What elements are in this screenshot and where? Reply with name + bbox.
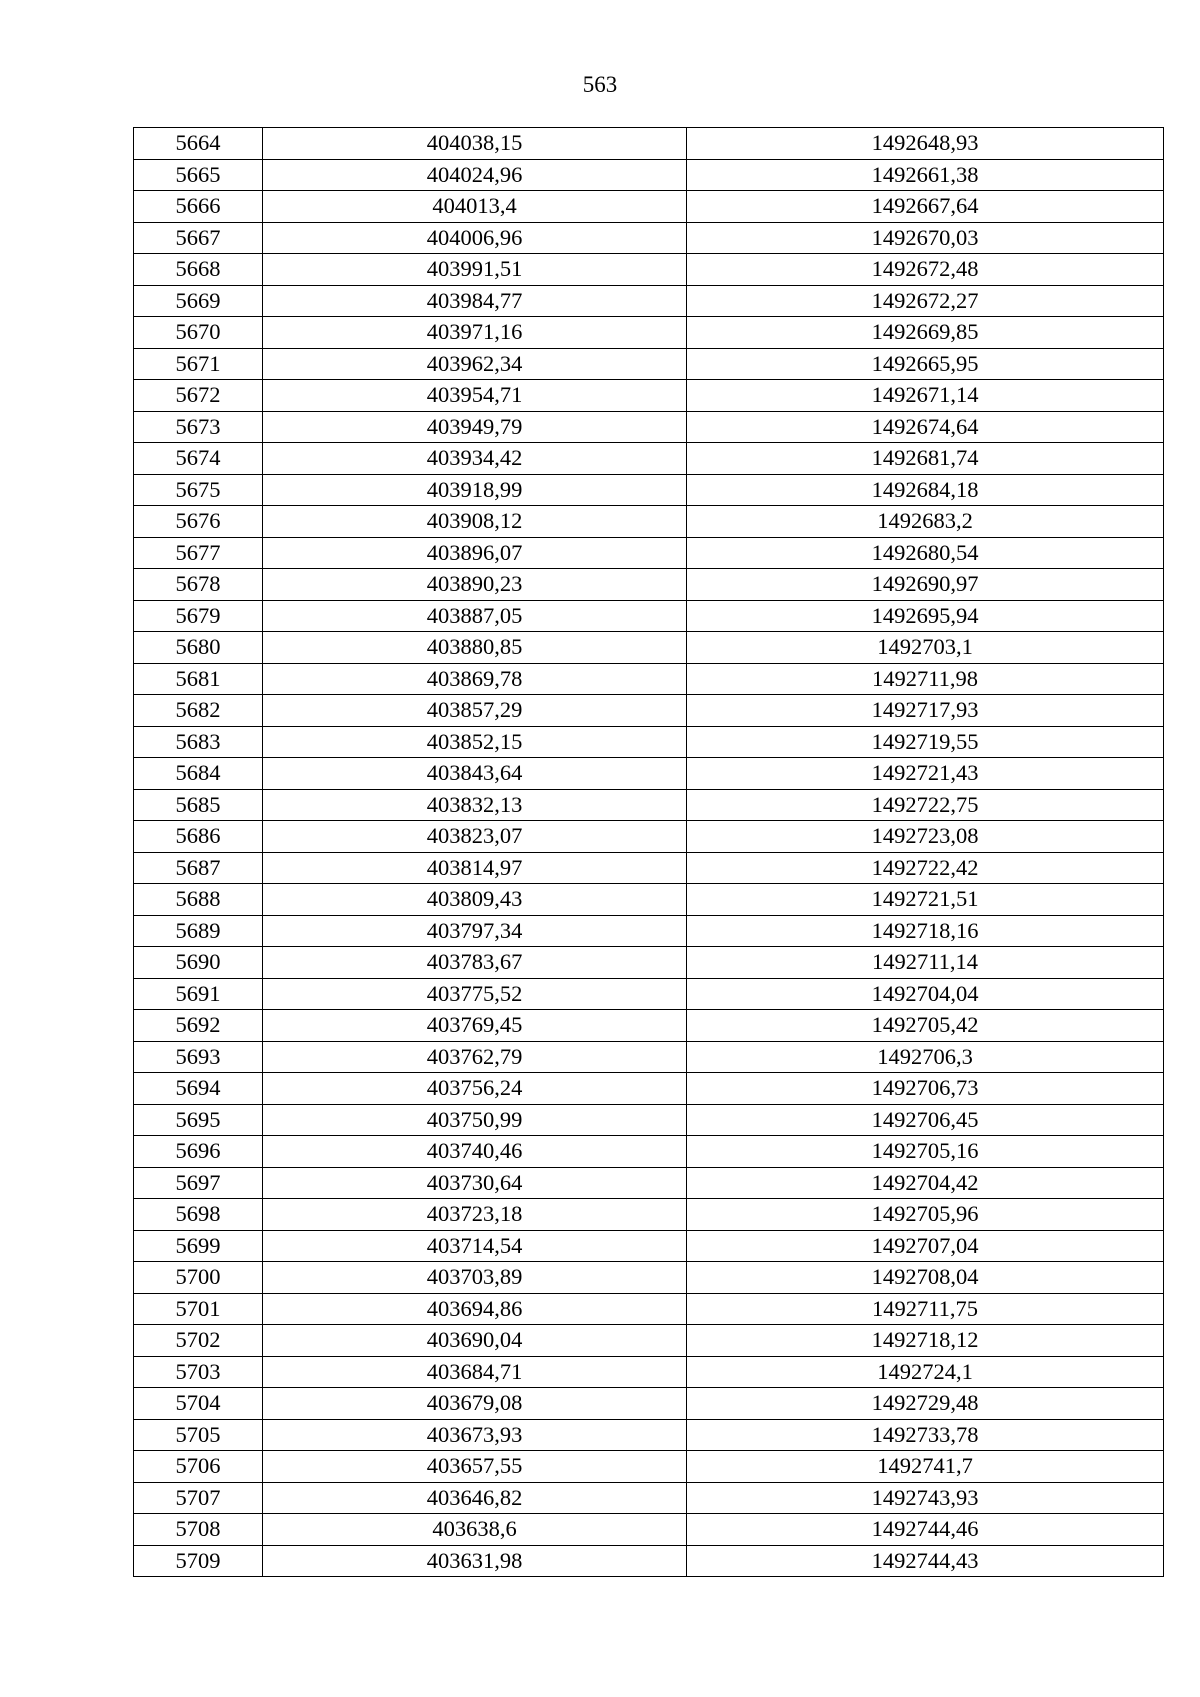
x-coordinate-cell: 403638,6 (263, 1514, 687, 1546)
table-row (134, 537, 1164, 569)
x-coordinate-cell: 403896,07 (263, 537, 687, 569)
y-coordinate-cell: 1492661,38 (687, 159, 1164, 191)
x-coordinate-cell: 404006,96 (263, 222, 687, 254)
table-row (134, 1419, 1164, 1451)
y-coordinate-cell: 1492719,55 (687, 726, 1164, 758)
point-number-cell: 5687 (134, 852, 263, 884)
point-number-cell: 5696 (134, 1136, 263, 1168)
table-row (134, 569, 1164, 601)
table-row (134, 443, 1164, 475)
y-coordinate-cell: 1492704,04 (687, 978, 1164, 1010)
y-coordinate-cell: 1492672,48 (687, 254, 1164, 286)
x-coordinate-cell: 403703,89 (263, 1262, 687, 1294)
x-coordinate-cell: 403814,97 (263, 852, 687, 884)
point-number-cell: 5707 (134, 1482, 263, 1514)
x-coordinate-cell: 403887,05 (263, 600, 687, 632)
table-row (134, 1104, 1164, 1136)
table-row (134, 789, 1164, 821)
point-number-cell: 5671 (134, 348, 263, 380)
x-coordinate-cell: 403762,79 (263, 1041, 687, 1073)
point-number-cell: 5689 (134, 915, 263, 947)
point-number-cell: 5668 (134, 254, 263, 286)
x-coordinate-cell: 403783,67 (263, 947, 687, 979)
x-coordinate-cell: 403880,85 (263, 632, 687, 664)
x-coordinate-cell: 403690,04 (263, 1325, 687, 1357)
point-number-cell: 5706 (134, 1451, 263, 1483)
y-coordinate-cell: 1492705,42 (687, 1010, 1164, 1042)
y-coordinate-cell: 1492744,43 (687, 1545, 1164, 1577)
x-coordinate-cell: 403809,43 (263, 884, 687, 916)
table-row (134, 348, 1164, 380)
point-number-cell: 5677 (134, 537, 263, 569)
y-coordinate-cell: 1492681,74 (687, 443, 1164, 475)
x-coordinate-cell: 403723,18 (263, 1199, 687, 1231)
y-coordinate-cell: 1492708,04 (687, 1262, 1164, 1294)
point-number-cell: 5688 (134, 884, 263, 916)
x-coordinate-cell: 404024,96 (263, 159, 687, 191)
point-number-cell: 5684 (134, 758, 263, 790)
y-coordinate-cell: 1492684,18 (687, 474, 1164, 506)
table-row (134, 1073, 1164, 1105)
y-coordinate-cell: 1492674,64 (687, 411, 1164, 443)
point-number-cell: 5697 (134, 1167, 263, 1199)
point-number-cell: 5698 (134, 1199, 263, 1231)
table-row (134, 1451, 1164, 1483)
point-number-cell: 5682 (134, 695, 263, 727)
y-coordinate-cell: 1492704,42 (687, 1167, 1164, 1199)
y-coordinate-cell: 1492741,7 (687, 1451, 1164, 1483)
point-number-cell: 5664 (134, 128, 263, 160)
y-coordinate-cell: 1492723,08 (687, 821, 1164, 853)
table-row (134, 1482, 1164, 1514)
point-number-cell: 5702 (134, 1325, 263, 1357)
table-row (134, 474, 1164, 506)
x-coordinate-cell: 403934,42 (263, 443, 687, 475)
point-number-cell: 5673 (134, 411, 263, 443)
table-row (134, 411, 1164, 443)
point-number-cell: 5678 (134, 569, 263, 601)
x-coordinate-cell: 403869,78 (263, 663, 687, 695)
table-row (134, 884, 1164, 916)
point-number-cell: 5692 (134, 1010, 263, 1042)
point-number-cell: 5693 (134, 1041, 263, 1073)
x-coordinate-cell: 403631,98 (263, 1545, 687, 1577)
page-number: 563 (582, 72, 618, 97)
table-row (134, 1388, 1164, 1420)
point-number-cell: 5709 (134, 1545, 263, 1577)
y-coordinate-cell: 1492722,42 (687, 852, 1164, 884)
x-coordinate-cell: 403852,15 (263, 726, 687, 758)
point-number-cell: 5690 (134, 947, 263, 979)
y-coordinate-cell: 1492670,03 (687, 222, 1164, 254)
x-coordinate-cell: 403890,23 (263, 569, 687, 601)
point-number-cell: 5703 (134, 1356, 263, 1388)
x-coordinate-cell: 403823,07 (263, 821, 687, 853)
x-coordinate-cell: 403714,54 (263, 1230, 687, 1262)
table-row (134, 1167, 1164, 1199)
table-row (134, 947, 1164, 979)
point-number-cell: 5666 (134, 191, 263, 223)
x-coordinate-cell: 403991,51 (263, 254, 687, 286)
point-number-cell: 5665 (134, 159, 263, 191)
table-row (134, 758, 1164, 790)
y-coordinate-cell: 1492695,94 (687, 600, 1164, 632)
y-coordinate-cell: 1492711,14 (687, 947, 1164, 979)
y-coordinate-cell: 1492680,54 (687, 537, 1164, 569)
y-coordinate-cell: 1492690,97 (687, 569, 1164, 601)
x-coordinate-cell: 403954,71 (263, 380, 687, 412)
y-coordinate-cell: 1492669,85 (687, 317, 1164, 349)
point-number-cell: 5686 (134, 821, 263, 853)
table-row (134, 128, 1164, 160)
table-row (134, 1514, 1164, 1546)
point-number-cell: 5683 (134, 726, 263, 758)
x-coordinate-cell: 403832,13 (263, 789, 687, 821)
coordinates-table (133, 127, 1164, 1577)
table-row (134, 506, 1164, 538)
table-row (134, 978, 1164, 1010)
x-coordinate-cell: 403730,64 (263, 1167, 687, 1199)
table-row (134, 1293, 1164, 1325)
table-row (134, 632, 1164, 664)
point-number-cell: 5701 (134, 1293, 263, 1325)
y-coordinate-cell: 1492665,95 (687, 348, 1164, 380)
y-coordinate-cell: 1492711,75 (687, 1293, 1164, 1325)
point-number-cell: 5669 (134, 285, 263, 317)
table-row (134, 852, 1164, 884)
table-row (134, 285, 1164, 317)
x-coordinate-cell: 403740,46 (263, 1136, 687, 1168)
y-coordinate-cell: 1492717,93 (687, 695, 1164, 727)
x-coordinate-cell: 403684,71 (263, 1356, 687, 1388)
point-number-cell: 5672 (134, 380, 263, 412)
y-coordinate-cell: 1492707,04 (687, 1230, 1164, 1262)
table-row (134, 317, 1164, 349)
table-row (134, 254, 1164, 286)
x-coordinate-cell: 404038,15 (263, 128, 687, 160)
x-coordinate-cell: 404013,4 (263, 191, 687, 223)
coordinates-table-body (134, 128, 1164, 1577)
table-row (134, 695, 1164, 727)
y-coordinate-cell: 1492705,16 (687, 1136, 1164, 1168)
table-row (134, 1545, 1164, 1577)
y-coordinate-cell: 1492724,1 (687, 1356, 1164, 1388)
x-coordinate-cell: 403657,55 (263, 1451, 687, 1483)
table-row (134, 159, 1164, 191)
x-coordinate-cell: 403918,99 (263, 474, 687, 506)
x-coordinate-cell: 403797,34 (263, 915, 687, 947)
table-row (134, 380, 1164, 412)
x-coordinate-cell: 403679,08 (263, 1388, 687, 1420)
table-row (134, 1010, 1164, 1042)
y-coordinate-cell: 1492721,43 (687, 758, 1164, 790)
point-number-cell: 5670 (134, 317, 263, 349)
y-coordinate-cell: 1492705,96 (687, 1199, 1164, 1231)
point-number-cell: 5674 (134, 443, 263, 475)
point-number-cell: 5700 (134, 1262, 263, 1294)
x-coordinate-cell: 403750,99 (263, 1104, 687, 1136)
table-row (134, 1041, 1164, 1073)
table-row (134, 191, 1164, 223)
table-row (134, 1136, 1164, 1168)
table-row (134, 915, 1164, 947)
x-coordinate-cell: 403857,29 (263, 695, 687, 727)
point-number-cell: 5699 (134, 1230, 263, 1262)
point-number-cell: 5691 (134, 978, 263, 1010)
table-row (134, 1325, 1164, 1357)
table-row (134, 1199, 1164, 1231)
x-coordinate-cell: 403843,64 (263, 758, 687, 790)
table-row (134, 1356, 1164, 1388)
y-coordinate-cell: 1492706,3 (687, 1041, 1164, 1073)
y-coordinate-cell: 1492733,78 (687, 1419, 1164, 1451)
y-coordinate-cell: 1492672,27 (687, 285, 1164, 317)
point-number-cell: 5705 (134, 1419, 263, 1451)
x-coordinate-cell: 403694,86 (263, 1293, 687, 1325)
y-coordinate-cell: 1492706,73 (687, 1073, 1164, 1105)
y-coordinate-cell: 1492683,2 (687, 506, 1164, 538)
y-coordinate-cell: 1492744,46 (687, 1514, 1164, 1546)
x-coordinate-cell: 403908,12 (263, 506, 687, 538)
y-coordinate-cell: 1492743,93 (687, 1482, 1164, 1514)
point-number-cell: 5675 (134, 474, 263, 506)
y-coordinate-cell: 1492706,45 (687, 1104, 1164, 1136)
y-coordinate-cell: 1492729,48 (687, 1388, 1164, 1420)
y-coordinate-cell: 1492667,64 (687, 191, 1164, 223)
y-coordinate-cell: 1492718,16 (687, 915, 1164, 947)
table-row (134, 663, 1164, 695)
y-coordinate-cell: 1492721,51 (687, 884, 1164, 916)
x-coordinate-cell: 403756,24 (263, 1073, 687, 1105)
x-coordinate-cell: 403769,45 (263, 1010, 687, 1042)
table-row (134, 821, 1164, 853)
y-coordinate-cell: 1492722,75 (687, 789, 1164, 821)
y-coordinate-cell: 1492711,98 (687, 663, 1164, 695)
x-coordinate-cell: 403971,16 (263, 317, 687, 349)
point-number-cell: 5694 (134, 1073, 263, 1105)
y-coordinate-cell: 1492703,1 (687, 632, 1164, 664)
point-number-cell: 5679 (134, 600, 263, 632)
x-coordinate-cell: 403673,93 (263, 1419, 687, 1451)
table-row (134, 222, 1164, 254)
point-number-cell: 5704 (134, 1388, 263, 1420)
x-coordinate-cell: 403949,79 (263, 411, 687, 443)
y-coordinate-cell: 1492671,14 (687, 380, 1164, 412)
x-coordinate-cell: 403962,34 (263, 348, 687, 380)
y-coordinate-cell: 1492648,93 (687, 128, 1164, 160)
point-number-cell: 5681 (134, 663, 263, 695)
table-row (134, 1230, 1164, 1262)
table-row (134, 600, 1164, 632)
point-number-cell: 5680 (134, 632, 263, 664)
x-coordinate-cell: 403646,82 (263, 1482, 687, 1514)
point-number-cell: 5685 (134, 789, 263, 821)
point-number-cell: 5667 (134, 222, 263, 254)
point-number-cell: 5708 (134, 1514, 263, 1546)
x-coordinate-cell: 403984,77 (263, 285, 687, 317)
x-coordinate-cell: 403775,52 (263, 978, 687, 1010)
table-row (134, 1262, 1164, 1294)
point-number-cell: 5695 (134, 1104, 263, 1136)
point-number-cell: 5676 (134, 506, 263, 538)
table-row (134, 726, 1164, 758)
y-coordinate-cell: 1492718,12 (687, 1325, 1164, 1357)
